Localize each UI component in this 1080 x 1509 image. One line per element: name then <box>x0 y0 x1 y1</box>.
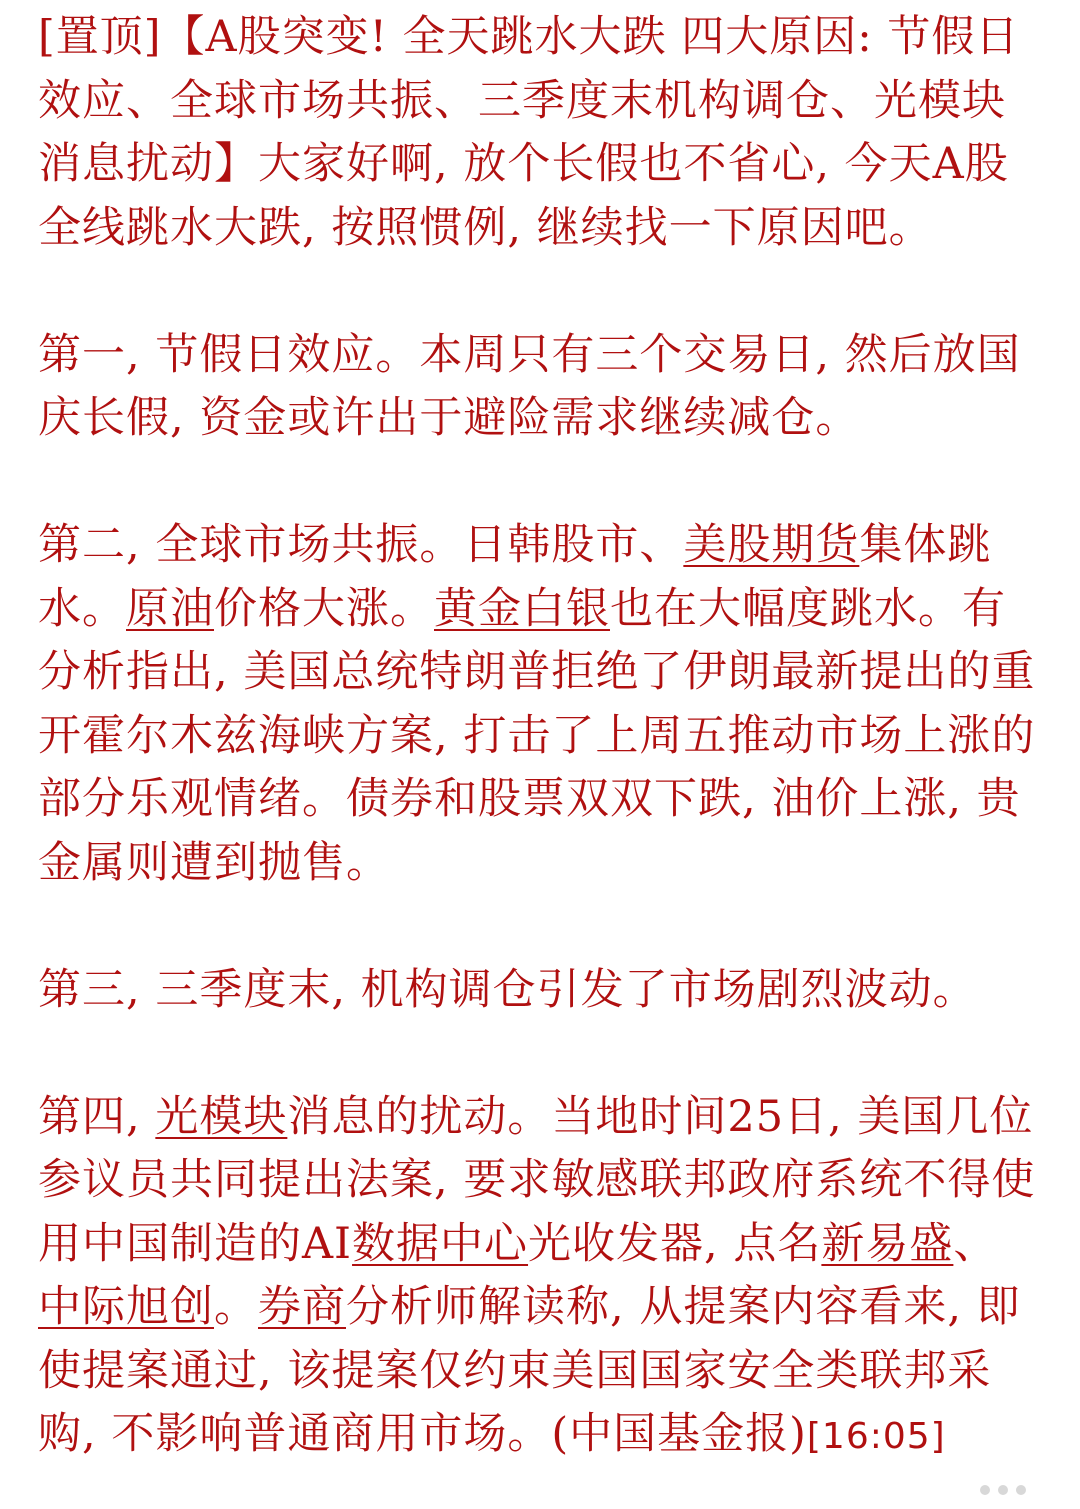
paragraph-point-2 <box>38 514 1038 895</box>
topic-link[interactable]: 券商 <box>258 1282 346 1332</box>
paragraph-intro <box>38 6 1038 260</box>
topic-link[interactable]: 数据中心 <box>352 1218 529 1269</box>
paragraph-point-1 <box>38 324 1038 451</box>
watermark-dots <box>980 1483 1040 1497</box>
topic-link[interactable]: 光模块 <box>155 1091 288 1142</box>
paragraph-text: 集体跳水。 <box>38 520 992 634</box>
dot-icon <box>1016 1485 1026 1495</box>
paragraph-text: [置顶]【A股突变! 全天跳水大跌 四大原因: 节假日效应、全球市场共振、三季度末机构调仓、光模块消息扰动】大家好啊, 放个长假也不省心, 今天A股全线跳水大跌, 按照惯例, 继续找一下原因吧。 <box>38 12 1020 253</box>
paragraph-text: 第二, 全球市场共振。日韩股市、 <box>38 520 684 570</box>
article-body <box>38 6 1038 1469</box>
paragraph-point-4 <box>38 1086 1038 1469</box>
paragraph-text: 第一, 节假日效应。本周只有三个交易日, 然后放国庆长假, 资金或许出于避险需求继续减仓。 <box>38 329 1021 443</box>
paragraph-text: 。 <box>214 1282 258 1332</box>
topic-link[interactable]: 新易盛 <box>821 1218 954 1269</box>
paragraph-point-3 <box>38 959 1038 1023</box>
topic-link[interactable]: 原油 <box>126 583 214 634</box>
topic-link[interactable]: 黄金白银 <box>434 583 610 634</box>
topic-link[interactable]: 美股期货 <box>683 520 860 570</box>
paragraph-text: 第四, <box>38 1091 156 1142</box>
paragraph-text: 第三, 三季度末, 机构调仓引发了市场剧烈波动。 <box>38 964 977 1015</box>
paragraph-text: 也在大幅度跳水。有分析指出, 美国总统特朗普拒绝了伊朗最新提出的重开霍尔木兹海峡方案, 打击了上周五推动市场上涨的部分乐观情绪。债券和股票双双下跌, 油价上涨, 贵金属则遭到抛售。 <box>38 583 1036 888</box>
dot-icon <box>998 1485 1008 1495</box>
dot-icon <box>980 1485 990 1495</box>
paragraph-text: 分析师解读称, 从提案内容看来, 即使提案通过, 该提案仅约束美国国家安全类联邦采购, 不影响普通商用市场。(中国基金报) <box>38 1282 1021 1459</box>
paragraph-text: 光收发器, 点名 <box>528 1218 822 1269</box>
post-timestamp: [16:05] <box>806 1416 946 1457</box>
paragraph-text: 价格大涨。 <box>214 583 434 634</box>
topic-link[interactable]: 中际旭创 <box>38 1282 214 1332</box>
paragraph-text: 消息的扰动。当地时间25日, 美国几位参议员共同提出法案, 要求敏感联邦政府系统不得使用中国制造的AI <box>38 1091 1036 1269</box>
paragraph-text: 、 <box>953 1218 998 1269</box>
